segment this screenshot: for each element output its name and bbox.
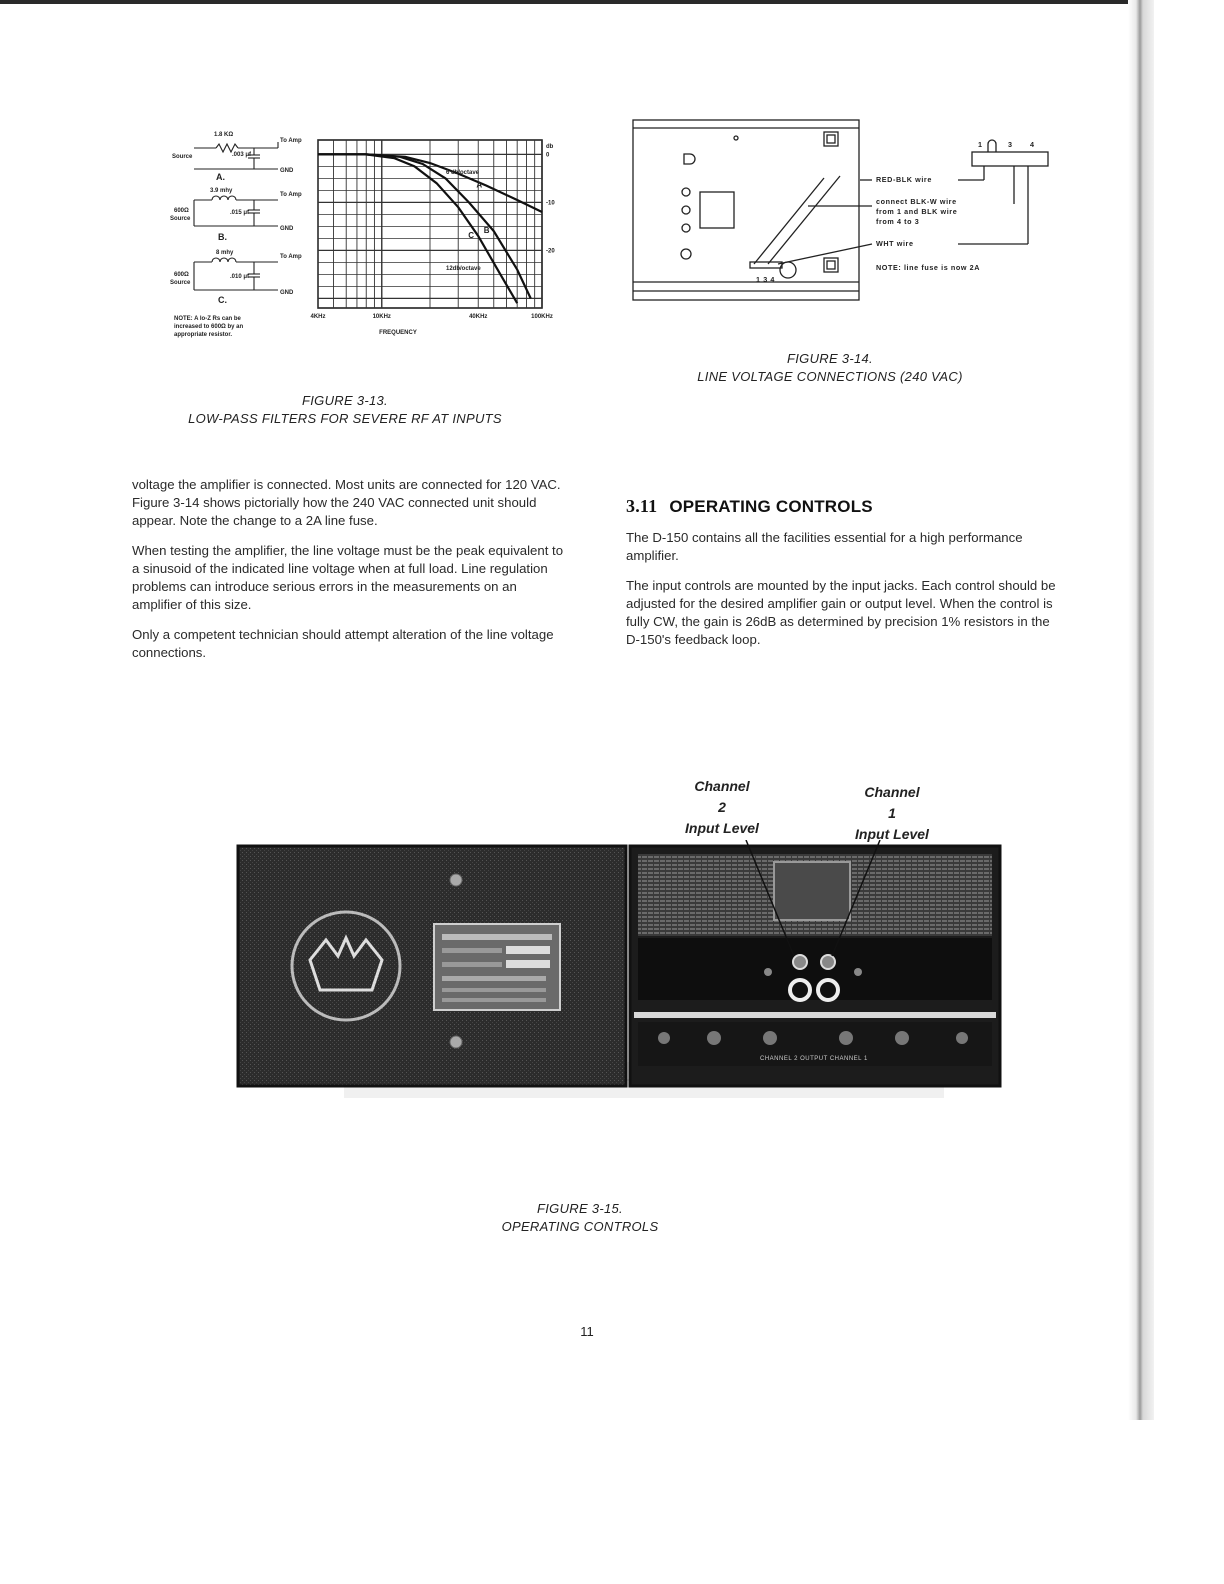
output-terminal-6: [956, 1032, 968, 1044]
channel-1-label: [832, 782, 952, 845]
channel-1-label-line-1: Channel: [864, 784, 920, 800]
label-connect-3: from 4 to 3: [876, 217, 920, 226]
circuit-b-gnd: GND: [280, 226, 294, 232]
hole-top: [734, 136, 738, 140]
paragraph-line-voltage: voltage the amplifier is connected. Most units are connected for 120 VAC. Figure 3-14 shows pictorially how the 240 VAC connected unit should appear. Note the change to a 2A line fuse.: [132, 477, 561, 528]
chart-y-tick-label: 0: [546, 152, 550, 159]
hole-1: [682, 188, 690, 196]
strip-terminal-4: 4: [1030, 140, 1035, 149]
paragraph-technician: Only a competent technician should attempt alteration of the line voltage connections.: [132, 627, 554, 660]
circuit-b-source: Source: [170, 216, 191, 222]
jumper-loop: [988, 140, 996, 152]
output-terminal-1: [658, 1032, 670, 1044]
screw-top: [450, 874, 462, 886]
circuit-a-source: Source: [172, 154, 193, 160]
chart-x-tick-label: 40KHz: [469, 314, 488, 320]
jack-screw-right: [854, 968, 862, 976]
output-label: CHANNEL 2 OUTPUT CHANNEL 1: [760, 1056, 868, 1062]
figure-3-14: [628, 116, 1058, 311]
label-fuse-note: NOTE: line fuse is now 2A: [876, 263, 981, 272]
output-terminal-2: [707, 1031, 721, 1045]
chart-x-tick-label: 10KHz: [372, 314, 391, 320]
strip-terminal-3: 3: [1008, 140, 1013, 149]
channel-2-label-line-1: Channel: [694, 778, 750, 794]
circuit-c-source: Source: [170, 280, 191, 286]
chart-series-label-b: B: [483, 226, 490, 236]
output-terminal-5: [895, 1031, 909, 1045]
output-terminal-4: [839, 1031, 853, 1045]
figure-3-13-caption: [150, 392, 540, 428]
mount-square-top: [824, 132, 838, 146]
circuit-a-resistor: 1.8 KΩ: [214, 132, 234, 138]
chart-x-tick-label: 100KHz: [531, 314, 553, 320]
chart-ylabel: db: [546, 144, 554, 150]
figure-3-13-drawing: [168, 122, 568, 344]
figure-3-15-number: FIGURE 3-15.: [537, 1201, 623, 1216]
chart-grid: [318, 140, 542, 308]
note-line-3: appropriate resistor.: [174, 332, 233, 338]
circuit-c-cap: .010 μf: [230, 274, 250, 280]
jack-screw-left: [764, 968, 772, 976]
chart-y-tick-label: -20: [546, 248, 555, 255]
amplifier-photo: [234, 840, 1004, 1100]
circuit-c-to-amp: To Amp: [280, 254, 302, 260]
figure-3-13-number: FIGURE 3-13.: [302, 393, 388, 408]
ch2-input-jack-icon[interactable]: [790, 980, 810, 1000]
right-column: [626, 496, 1058, 661]
screw-bottom: [450, 1036, 462, 1048]
circuit-b-cap: .015 μf: [230, 210, 250, 216]
left-chassis-panel: [238, 846, 626, 1086]
circuit-c-gnd: GND: [280, 290, 294, 296]
label-connect-2: from 1 and BLK wire: [876, 207, 958, 216]
figure-3-15-title: OPERATING CONTROLS: [501, 1219, 659, 1234]
figure-3-14-title: LINE VOLTAGE CONNECTIONS (240 VAC): [697, 369, 963, 384]
figure-3-13: [168, 122, 568, 349]
paragraph-testing: When testing the amplifier, the line voltage must be the peak equivalent to a sinusoid of the indicated line voltage when at full load. Line regulation problems can introduce serious errors in the measurements on an amplifier of this size.: [132, 543, 564, 612]
top-border: [0, 0, 1140, 4]
circuit-c-inductor: 8 mhy: [216, 250, 234, 256]
page-number: 11: [580, 1324, 594, 1339]
frequency-response-chart: [310, 140, 555, 336]
hole-3: [682, 224, 690, 232]
section-title: OPERATING CONTROLS: [669, 497, 873, 516]
figure-3-15-caption: [430, 1200, 730, 1236]
chart-series-label-c: C: [468, 231, 475, 240]
circuit-c-label: C.: [218, 295, 227, 305]
transformer-block: [700, 192, 734, 228]
panel-strip: [634, 1012, 996, 1018]
circuit-b-inductor: 3.9 mhy: [210, 188, 233, 194]
input-area: [638, 938, 992, 1000]
annotation-6db: 6 db/octave: [446, 170, 480, 176]
circuit-b-label: B.: [218, 232, 227, 242]
chart-xlabel: FREQUENCY: [379, 330, 417, 336]
mount-square-bottom: [824, 258, 838, 272]
figure-3-13-title: LOW-PASS FILTERS FOR SEVERE RF AT INPUTS: [188, 411, 502, 426]
lamp-socket: [684, 154, 695, 164]
left-column: [132, 476, 564, 674]
strip-terminal-1: 1: [978, 140, 983, 149]
note-line-2: increased to 600Ω by an: [174, 324, 244, 330]
chart-x-tick-label: 4KHz: [310, 314, 326, 320]
figure-3-14-caption: [640, 350, 1020, 386]
ch1-level-control-icon[interactable]: [821, 955, 835, 969]
page-edge-shadow: [1128, 0, 1154, 1420]
circuit-b-to-amp: To Amp: [280, 192, 302, 198]
ch2-level-control-icon[interactable]: [793, 955, 807, 969]
channel-2-label: [662, 776, 782, 839]
circuit-a-cap: .003 μf: [232, 152, 252, 158]
chart-y-tick-label: -10: [546, 200, 555, 207]
figure-3-14-number: FIGURE 3-14.: [787, 351, 873, 366]
board-terminal-numbers: 1 3 4: [756, 275, 775, 284]
switch: [681, 249, 691, 259]
warning-label: [774, 862, 850, 920]
circuit-c-source-r: 600Ω: [174, 272, 189, 278]
channel-1-label-line-2: 1: [888, 805, 896, 821]
label-wht: WHT wire: [876, 239, 914, 248]
output-terminal-3: [763, 1031, 777, 1045]
channel-1-label-line-3: Input Level: [855, 826, 929, 842]
annotation-12db: 12db/octave: [446, 266, 481, 272]
terminal-strip: [972, 152, 1048, 166]
chart-ticks: [310, 152, 555, 320]
chart-series-label-a: A: [476, 180, 483, 190]
circuit-a-label: A.: [216, 172, 225, 182]
label-connect-1: connect BLK-W wire: [876, 197, 957, 206]
hole-2: [682, 206, 690, 214]
channel-2-label-line-3: Input Level: [685, 820, 759, 836]
note-line-1: NOTE: A lo-Z Rs can be: [174, 316, 241, 322]
circuit-b-source-r: 600Ω: [174, 208, 189, 214]
paragraph-facilities: The D-150 contains all the facilities essential for a high performance amplifier.: [626, 530, 1023, 563]
channel-2-label-line-2: 2: [718, 799, 726, 815]
section-heading: [626, 496, 1058, 517]
figure-3-15-photo: [234, 840, 1004, 1105]
circuit-a-gnd: GND: [280, 168, 294, 174]
section-number: 3.11: [626, 496, 658, 516]
ch1-input-jack-icon[interactable]: [818, 980, 838, 1000]
figure-3-14-drawing: [628, 116, 1058, 306]
paragraph-input-controls: The input controls are mounted by the input jacks. Each control should be adjusted for the desired amplifier gain or output level. When the control is fully CW, the gain is 26dB as determined by precision 1% resistors in the D-150's feedback loop.: [626, 578, 1056, 647]
label-red-blk: RED-BLK wire: [876, 175, 932, 184]
circuit-a-to-amp: To Amp: [280, 138, 302, 144]
chassis-outline: [633, 120, 859, 300]
